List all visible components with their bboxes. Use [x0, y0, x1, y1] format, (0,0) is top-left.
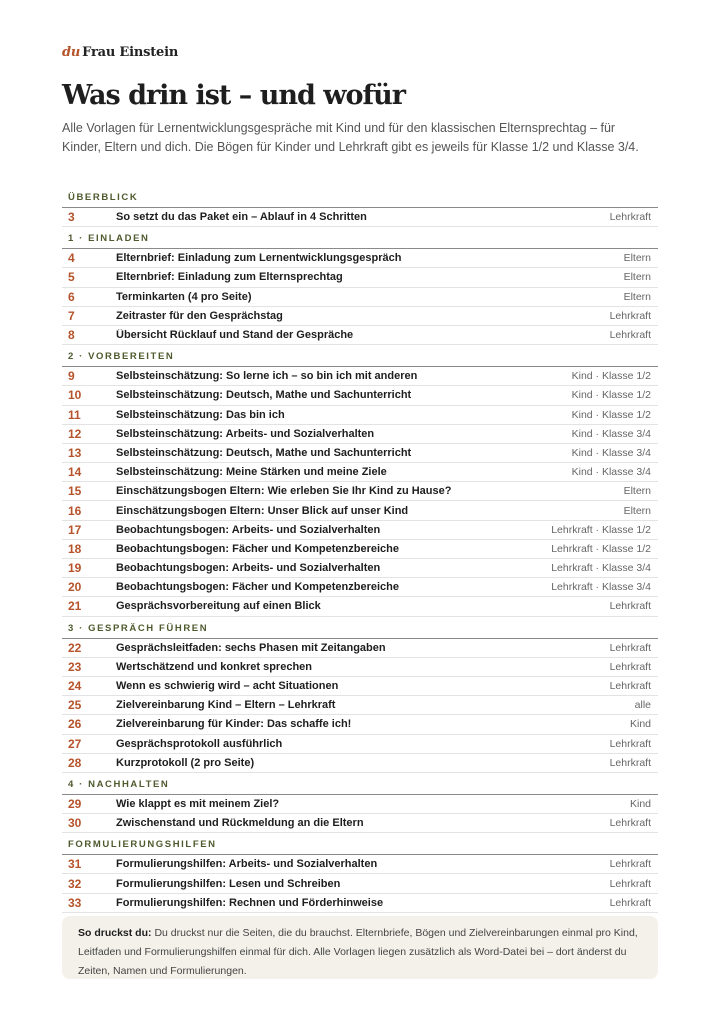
page-number: 32 [68, 876, 82, 891]
audience-tag: Kind [629, 797, 651, 810]
page-number: 12 [68, 426, 82, 441]
intro-text: Alle Vorlagen für Lernentwicklungsgespräche mit Kind und für den klassischen Elternsprechtag – für Kinder, Eltern und dich. Die Bögen für Kinder und Lehrkraft gibt es jeweils für Klasse 1/2 und Klasse 3/4. [62, 121, 639, 154]
toc-row [62, 715, 658, 734]
print-note-lead: So druckst du: [78, 927, 152, 939]
audience-tag: Kind · Klasse 3/4 [571, 427, 651, 440]
entry-title: Selbsteinschätzung: Deutsch, Mathe und Sachunterricht [116, 389, 412, 402]
audience-tag: Lehrkraft [609, 211, 651, 224]
toc-row [62, 677, 658, 696]
page-number: 19 [68, 561, 82, 576]
audience-tag: Lehrkraft [609, 858, 651, 871]
toc-row [62, 855, 658, 874]
page-number: 22 [68, 640, 82, 655]
audience-tag: Kind [629, 718, 651, 731]
audience-tag: Lehrkraft · Klasse 3/4 [551, 562, 651, 575]
page-title: Was drin ist – und wofür [62, 80, 405, 111]
entry-title: Zeitraster für den Gesprächstag [116, 309, 283, 322]
page-number: 21 [68, 599, 82, 614]
page-number: 20 [68, 580, 82, 595]
toc-row [62, 754, 658, 773]
page-number: 23 [68, 659, 82, 674]
section-header: 3 · GESPRÄCH FÜHREN [62, 621, 658, 639]
audience-tag: Eltern [623, 485, 651, 498]
toc-row [62, 406, 658, 425]
toc-row [62, 540, 658, 559]
entry-title: Zwischenstand und Rückmeldung an die Eltern [116, 817, 364, 830]
page-number: 4 [68, 251, 75, 266]
toc-row [62, 367, 658, 386]
entry-title: Beobachtungsbogen: Fächer und Kompetenzbereiche [116, 581, 399, 594]
audience-tag: Lehrkraft [609, 817, 651, 830]
page-number: 24 [68, 679, 82, 694]
toc-row [62, 326, 658, 345]
entry-title: Gesprächsleitfaden: sechs Phasen mit Zeitangaben [116, 641, 386, 654]
audience-tag: Lehrkraft · Klasse 1/2 [551, 523, 651, 536]
entry-title: Wie klappt es mit meinem Ziel? [116, 797, 280, 810]
entry-title: Wenn es schwierig wird – acht Situationen [116, 680, 339, 693]
page-number: 5 [68, 270, 75, 285]
toc-row [62, 463, 658, 482]
toc-row [62, 696, 658, 715]
section-header: 4 · NACHHALTEN [62, 777, 658, 795]
toc-row [62, 307, 658, 326]
audience-tag: Lehrkraft [609, 641, 651, 654]
toc-row [62, 597, 658, 616]
entry-title: Selbsteinschätzung: Das bin ich [116, 408, 285, 421]
audience-tag: Lehrkraft [609, 600, 651, 613]
toc-row [62, 639, 658, 658]
audience-tag: Kind · Klasse 1/2 [571, 408, 651, 421]
page-number: 7 [68, 308, 75, 323]
print-note-text: Du druckst nur die Seiten, die du brauchst. Elternbriefe, Bögen und Zielvereinbarungen einmal pro Kind, Leitfaden und Formulierungshilfen einmal für dich. Alle Vorlagen liegen zusätzlich als Word-Datei bei – dort änderst du Zeiten, Namen und Formulierungen. [78, 927, 638, 977]
section-header: 1 · EINLADEN [62, 231, 658, 249]
page-number: 17 [68, 522, 82, 537]
page-number: 31 [68, 857, 82, 872]
audience-tag: Lehrkraft [609, 660, 651, 673]
entry-title: Selbsteinschätzung: Arbeits- und Sozialverhalten [116, 427, 375, 440]
toc-row [62, 501, 658, 520]
entry-title: Wertschätzend und konkret sprechen [116, 660, 313, 673]
table-of-contents [62, 190, 658, 913]
audience-tag: Lehrkraft [609, 737, 651, 750]
toc-row [62, 482, 658, 501]
toc-row [62, 208, 658, 227]
print-note [62, 916, 658, 979]
page-number: 33 [68, 895, 82, 910]
entry-title: Selbsteinschätzung: Deutsch, Mathe und Sachunterricht [116, 446, 412, 459]
audience-tag: Eltern [623, 290, 651, 303]
entry-title: Terminkarten (4 pro Seite) [116, 290, 252, 303]
audience-tag: Kind · Klasse 3/4 [571, 446, 651, 459]
page-number: 10 [68, 388, 82, 403]
entry-title: Gesprächsvorbereitung auf einen Blick [116, 600, 321, 613]
entry-title: Formulierungshilfen: Arbeits- und Sozialverhalten [116, 858, 378, 871]
page-number: 18 [68, 541, 82, 556]
page-number: 9 [68, 369, 75, 384]
page-number: 16 [68, 503, 82, 518]
page-number: 27 [68, 736, 82, 751]
toc-row [62, 521, 658, 540]
section-header: 2 · VORBEREITEN [62, 349, 658, 367]
audience-tag: Eltern [623, 504, 651, 517]
toc-row [62, 268, 658, 287]
page-number: 15 [68, 484, 82, 499]
page-number: 25 [68, 698, 82, 713]
entry-title: Formulierungshilfen: Lesen und Schreiben [116, 877, 341, 890]
entry-title: Elternbrief: Einladung zum Elternsprechtag [116, 271, 343, 284]
page-number: 14 [68, 465, 82, 480]
page-number: 6 [68, 289, 75, 304]
entry-title: Selbsteinschätzung: So lerne ich – so bin ich mit anderen [116, 370, 418, 383]
audience-tag: Eltern [623, 271, 651, 284]
page-number: 8 [68, 328, 75, 343]
audience-tag: Lehrkraft [609, 680, 651, 693]
toc-row [62, 444, 658, 463]
audience-tag: Lehrkraft [609, 329, 651, 342]
entry-title: Formulierungshilfen: Rechnen und Förderhinweise [116, 896, 384, 909]
toc-row [62, 249, 658, 268]
entry-title: Selbsteinschätzung: Meine Stärken und meine Ziele [116, 466, 387, 479]
brand-logo [62, 44, 178, 60]
audience-tag: Lehrkraft · Klasse 1/2 [551, 542, 651, 555]
page-number: 11 [68, 407, 81, 422]
toc-row [62, 735, 658, 754]
audience-tag: Lehrkraft [609, 896, 651, 909]
toc-row [62, 425, 658, 444]
toc-row [62, 386, 658, 405]
audience-tag: Kind · Klasse 1/2 [571, 389, 651, 402]
entry-title: Kurzprotokoll (2 pro Seite) [116, 756, 255, 769]
toc-row [62, 814, 658, 833]
entry-title: Einschätzungsbogen Eltern: Wie erleben Sie Ihr Kind zu Hause? [116, 485, 452, 498]
entry-title: Beobachtungsbogen: Fächer und Kompetenzbereiche [116, 542, 399, 555]
toc-row [62, 559, 658, 578]
brand-name: Frau Einstein [82, 45, 179, 60]
audience-tag: alle [634, 699, 651, 712]
entry-title: Beobachtungsbogen: Arbeits- und Sozialverhalten [116, 523, 381, 536]
page-number: 26 [68, 717, 82, 732]
page-number: 28 [68, 755, 82, 770]
audience-tag: Lehrkraft [609, 309, 651, 322]
section-header: FORMULIERUNGSHILFEN [62, 837, 658, 855]
brand-prefix: du [62, 45, 81, 60]
entry-title: Übersicht Rücklauf und Stand der Gespräche [116, 329, 354, 342]
toc-row [62, 874, 658, 893]
entry-title: Einschätzungsbogen Eltern: Unser Blick auf unser Kind [116, 504, 409, 517]
audience-tag: Kind · Klasse 3/4 [571, 466, 651, 479]
entry-title: Beobachtungsbogen: Arbeits- und Sozialverhalten [116, 562, 381, 575]
audience-tag: Lehrkraft [609, 756, 651, 769]
entry-title: Zielvereinbarung Kind – Eltern – Lehrkraft [116, 699, 336, 712]
audience-tag: Lehrkraft [609, 877, 651, 890]
page-number: 30 [68, 816, 82, 831]
entry-title: Gesprächsprotokoll ausführlich [116, 737, 283, 750]
page-number: 3 [68, 210, 75, 225]
section-header: ÜBERBLICK [62, 190, 658, 208]
audience-tag: Eltern [623, 252, 651, 265]
toc-row [62, 288, 658, 307]
page-number: 29 [68, 796, 82, 811]
entry-title: Zielvereinbarung für Kinder: Das schaffe ich! [116, 718, 352, 731]
entry-title: So setzt du das Paket ein – Ablauf in 4 Schritten [116, 211, 367, 224]
toc-row [62, 658, 658, 677]
entry-title: Elternbrief: Einladung zum Lernentwicklungsgespräch [116, 252, 402, 265]
audience-tag: Kind · Klasse 1/2 [571, 370, 651, 383]
toc-row [62, 894, 658, 913]
page-number: 13 [68, 445, 82, 460]
toc-row [62, 795, 658, 814]
audience-tag: Lehrkraft · Klasse 3/4 [551, 581, 651, 594]
toc-row [62, 578, 658, 597]
